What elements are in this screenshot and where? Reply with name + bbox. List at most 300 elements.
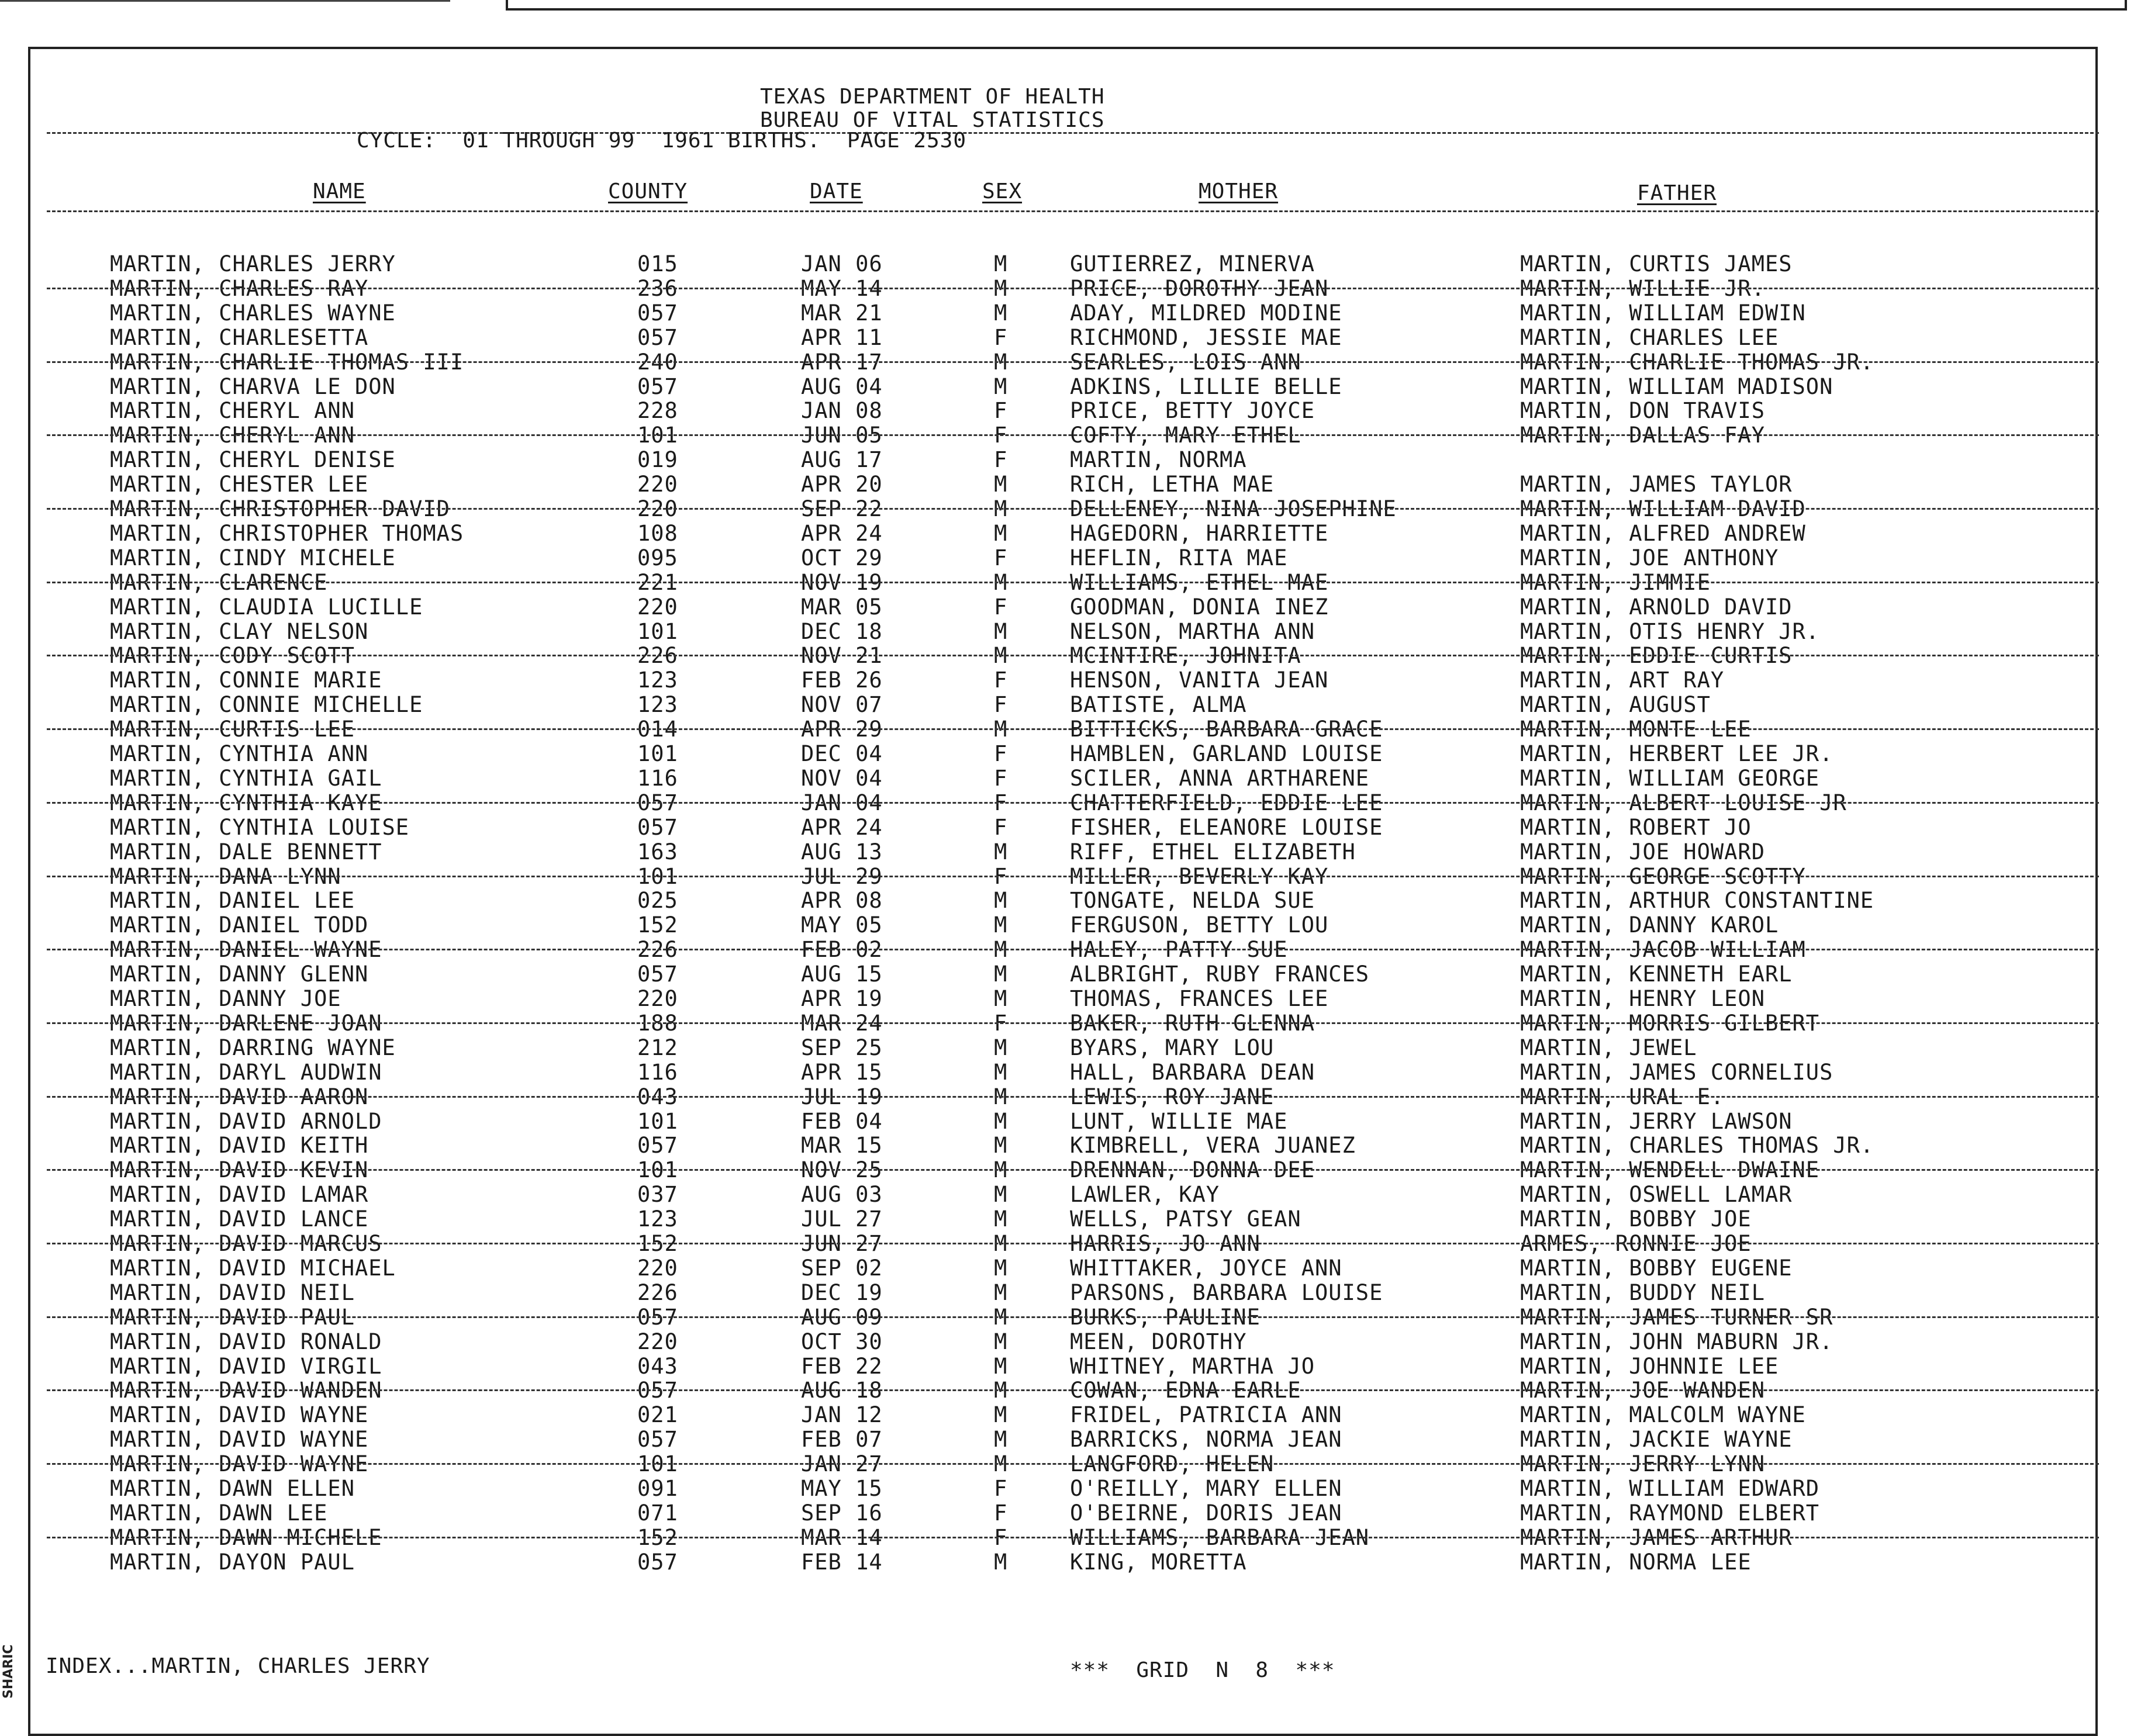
cell-county: 236 <box>637 275 678 301</box>
cell-father: MARTIN, EDDIE CURTIS <box>1520 643 1793 669</box>
cell-father: MARTIN, BUDDY NEIL <box>1520 1279 1765 1305</box>
cell-sex: F <box>994 765 1008 791</box>
cell-sex: M <box>994 1059 1008 1085</box>
cell-sex: M <box>994 1206 1008 1232</box>
cell-mother: ADKINS, LILLIE BELLE <box>1070 374 1342 399</box>
cell-sex: M <box>994 1549 1008 1575</box>
cell-father: MARTIN, JOE HOWARD <box>1520 839 1765 864</box>
cell-date: FEB 26 <box>801 668 883 693</box>
cell-father: MARTIN, GEORGE SCOTTY <box>1520 863 1806 889</box>
cell-sex: M <box>994 1084 1008 1109</box>
cell-name: MARTIN, CURTIS LEE <box>110 717 355 742</box>
cell-county: 101 <box>637 1108 678 1134</box>
cell-name: MARTIN, CHARLES RAY <box>110 275 369 301</box>
table-row <box>0 1500 2134 1525</box>
cell-mother: WHITTAKER, JOYCE ANN <box>1070 1255 1342 1281</box>
cell-mother: BARRICKS, NORMA JEAN <box>1070 1427 1342 1453</box>
side-stamp-label: SHARIC <box>1 1644 16 1699</box>
cell-father: MARTIN, ARTHUR CONSTANTINE <box>1520 888 1874 914</box>
table-row <box>0 570 2134 594</box>
cell-mother: MARTIN, NORMA <box>1070 447 1247 473</box>
cell-father: MARTIN, CHARLIE THOMAS JR. <box>1520 349 1874 375</box>
cell-name: MARTIN, DAYON PAUL <box>110 1549 355 1575</box>
cell-date: FEB 04 <box>801 1108 883 1134</box>
cell-mother: COFTY, MARY ETHEL <box>1070 423 1301 448</box>
cell-county: 101 <box>637 863 678 889</box>
cell-mother: ADAY, MILDRED MODINE <box>1070 300 1342 326</box>
header-divider <box>47 132 2099 134</box>
table-row <box>0 864 2134 888</box>
table-row <box>0 276 2134 300</box>
table-row <box>0 1256 2134 1280</box>
cell-father: MARTIN, OTIS HENRY JR. <box>1520 618 1820 644</box>
cell-county: 057 <box>637 1304 678 1330</box>
cell-mother: FRIDEL, PATRICIA ANN <box>1070 1402 1342 1428</box>
cell-sex: F <box>994 545 1008 570</box>
table-row <box>0 839 2134 864</box>
cell-date: MAR 15 <box>801 1133 883 1159</box>
cell-mother: SEARLES, LOIS ANN <box>1070 349 1301 375</box>
table-row <box>0 1084 2134 1109</box>
cell-county: 220 <box>637 496 678 521</box>
cell-county: 226 <box>637 643 678 669</box>
cell-date: JUN 05 <box>801 423 883 448</box>
cell-date: DEC 18 <box>801 618 883 644</box>
cell-mother: PRICE, DOROTHY JEAN <box>1070 275 1329 301</box>
table-row <box>0 643 2134 668</box>
cell-name: MARTIN, DANIEL WAYNE <box>110 937 382 963</box>
cell-sex: M <box>994 1378 1008 1403</box>
cell-county: 057 <box>637 1427 678 1453</box>
cell-date: NOV 19 <box>801 569 883 595</box>
cell-date: APR 08 <box>801 888 883 914</box>
cell-sex: F <box>994 1476 1008 1501</box>
cell-mother: COWAN, EDNA EARLE <box>1070 1378 1301 1403</box>
cell-date: MAY 14 <box>801 275 883 301</box>
cell-date: FEB 07 <box>801 1427 883 1453</box>
cell-date: JAN 06 <box>801 251 883 276</box>
cell-name: MARTIN, CODY SCOTT <box>110 643 355 669</box>
cell-mother: ALBRIGHT, RUBY FRANCES <box>1070 962 1370 987</box>
column-header-name: NAME <box>313 179 366 203</box>
cell-name: MARTIN, DAVID WAYNE <box>110 1451 369 1477</box>
cell-father: MARTIN, JAMES TAYLOR <box>1520 472 1793 497</box>
cell-father: MARTIN, JOE WANDEN <box>1520 1378 1765 1403</box>
cell-sex: M <box>994 888 1008 914</box>
cell-name: MARTIN, DARYL AUDWIN <box>110 1059 382 1085</box>
cell-name: MARTIN, CHARLES JERRY <box>110 251 396 276</box>
table-row <box>0 790 2134 815</box>
cell-mother: MEEN, DOROTHY <box>1070 1329 1247 1354</box>
cell-date: APR 24 <box>801 814 883 840</box>
table-row <box>0 1525 2134 1550</box>
cell-county: 057 <box>637 374 678 399</box>
cell-name: MARTIN, DANNY JOE <box>110 986 341 1011</box>
table-row <box>0 398 2134 423</box>
cell-mother: KIMBRELL, VERA JUANEZ <box>1070 1133 1356 1159</box>
cell-county: 057 <box>637 1549 678 1575</box>
cell-mother: HARRIS, JO ANN <box>1070 1231 1261 1256</box>
column-header-sex: SEX <box>982 179 1023 203</box>
table-row <box>0 1182 2134 1206</box>
cell-father: MARTIN, JACOB WILLIAM <box>1520 937 1806 963</box>
cell-sex: M <box>994 962 1008 987</box>
cell-sex: F <box>994 814 1008 840</box>
cell-county: 057 <box>637 324 678 350</box>
cell-sex: M <box>994 717 1008 742</box>
cell-father: MARTIN, MALCOLM WAYNE <box>1520 1402 1806 1428</box>
column-header-father: FATHER <box>1637 181 1717 205</box>
table-row <box>0 1451 2134 1476</box>
cell-county: 123 <box>637 692 678 718</box>
cell-sex: F <box>994 1524 1008 1550</box>
cell-county: 043 <box>637 1084 678 1109</box>
table-row <box>0 1305 2134 1329</box>
cell-date: AUG 13 <box>801 839 883 864</box>
cell-sex: M <box>994 251 1008 276</box>
cell-father: MARTIN, CURTIS JAMES <box>1520 251 1793 276</box>
cell-name: MARTIN, DAWN ELLEN <box>110 1476 355 1501</box>
cell-mother: GOODMAN, DONIA INEZ <box>1070 594 1329 620</box>
cell-county: 123 <box>637 668 678 693</box>
cell-father: MARTIN, JEWEL <box>1520 1035 1697 1060</box>
cell-father: ARMES, RONNIE JOE <box>1520 1231 1752 1256</box>
column-header-county: COUNTY <box>608 179 688 203</box>
cell-county: 057 <box>637 962 678 987</box>
cell-county: 091 <box>637 1476 678 1501</box>
cell-father: MARTIN, OSWELL LAMAR <box>1520 1182 1793 1208</box>
cell-mother: NELSON, MARTHA ANN <box>1070 618 1315 644</box>
cell-county: 228 <box>637 398 678 424</box>
cell-father: MARTIN, JACKIE WAYNE <box>1520 1427 1793 1453</box>
cell-name: MARTIN, DAVID VIRGIL <box>110 1353 382 1379</box>
cell-father: MARTIN, WENDELL DWAINE <box>1520 1157 1820 1183</box>
table-row <box>0 1402 2134 1427</box>
cell-mother: FERGUSON, BETTY LOU <box>1070 912 1329 938</box>
cell-father: MARTIN, JAMES CORNELIUS <box>1520 1059 1833 1085</box>
table-row <box>0 423 2134 447</box>
cell-father: MARTIN, WILLIE JR. <box>1520 275 1765 301</box>
cell-sex: M <box>994 1157 1008 1183</box>
cell-mother: CHATTERFIELD, EDDIE LEE <box>1070 790 1383 815</box>
cell-father: MARTIN, CHARLES LEE <box>1520 324 1779 350</box>
cell-sex: M <box>994 1182 1008 1208</box>
cell-father: MARTIN, JAMES ARTHUR <box>1520 1524 1793 1550</box>
cell-name: MARTIN, DAVID NEIL <box>110 1279 355 1305</box>
table-row <box>0 1157 2134 1182</box>
cell-county: 220 <box>637 594 678 620</box>
table-row <box>0 251 2134 276</box>
cell-county: 057 <box>637 790 678 815</box>
cell-county: 152 <box>637 1231 678 1256</box>
header-department: TEXAS DEPARTMENT OF HEALTH <box>760 85 1105 109</box>
cell-name: MARTIN, DANNY GLENN <box>110 962 369 987</box>
cell-sex: M <box>994 1108 1008 1134</box>
column-header-divider <box>47 210 2099 212</box>
cell-sex: M <box>994 643 1008 669</box>
cell-date: MAY 15 <box>801 1476 883 1501</box>
cell-name: MARTIN, CHERYL DENISE <box>110 447 396 473</box>
cell-father: MARTIN, WILLIAM GEORGE <box>1520 765 1820 791</box>
cell-sex: M <box>994 1255 1008 1281</box>
column-header-date: DATE <box>810 179 863 203</box>
cell-mother: FISHER, ELEANORE LOUISE <box>1070 814 1383 840</box>
cell-county: 057 <box>637 300 678 326</box>
cell-sex: M <box>994 520 1008 546</box>
cell-name: MARTIN, CHARLES WAYNE <box>110 300 396 326</box>
table-row <box>0 1060 2134 1084</box>
table-row <box>0 1476 2134 1500</box>
cell-sex: F <box>994 741 1008 766</box>
cell-name: MARTIN, CLARENCE <box>110 569 328 595</box>
cell-name: MARTIN, DAVID KEVIN <box>110 1157 369 1183</box>
cell-date: JUN 27 <box>801 1231 883 1256</box>
cell-county: 101 <box>637 741 678 766</box>
header-cycle: CYCLE: 01 THROUGH 99 1961 BIRTHS. PAGE 2530 <box>357 129 966 153</box>
cell-mother: BURKS, PAULINE <box>1070 1304 1261 1330</box>
cell-name: MARTIN, DAVID ARNOLD <box>110 1108 382 1134</box>
cell-name: MARTIN, DAVID PAUL <box>110 1304 355 1330</box>
cell-sex: F <box>994 594 1008 620</box>
cell-mother: LEWIS, ROY JANE <box>1070 1084 1275 1109</box>
cell-mother: KING, MORETTA <box>1070 1549 1247 1575</box>
cell-father: MARTIN, JOHN MABURN JR. <box>1520 1329 1833 1354</box>
cell-sex: M <box>994 1231 1008 1256</box>
cell-county: 152 <box>637 1524 678 1550</box>
cell-date: OCT 30 <box>801 1329 883 1354</box>
cell-sex: M <box>994 912 1008 938</box>
cell-county: 116 <box>637 1059 678 1085</box>
cell-mother: THOMAS, FRANCES LEE <box>1070 986 1329 1011</box>
cell-name: MARTIN, CHARLIE THOMAS III <box>110 349 464 375</box>
cell-mother: WELLS, PATSY GEAN <box>1070 1206 1301 1232</box>
table-row <box>0 325 2134 350</box>
cell-date: NOV 25 <box>801 1157 883 1183</box>
cell-name: MARTIN, CHESTER LEE <box>110 472 369 497</box>
cell-county: 226 <box>637 1279 678 1305</box>
cell-sex: M <box>994 1035 1008 1060</box>
cell-father: MARTIN, WILLIAM DAVID <box>1520 496 1806 521</box>
cell-sex: F <box>994 668 1008 693</box>
cell-father: MARTIN, NORMA LEE <box>1520 1549 1752 1575</box>
cell-name: MARTIN, DAVID MARCUS <box>110 1231 382 1256</box>
cell-father: MARTIN, URAL E. <box>1520 1084 1725 1109</box>
cell-mother: LANGFORD, HELEN <box>1070 1451 1275 1477</box>
table-row <box>0 741 2134 766</box>
cell-sex: F <box>994 1500 1008 1526</box>
cell-date: APR 19 <box>801 986 883 1011</box>
cell-father: MARTIN, DALLAS FAY <box>1520 423 1765 448</box>
cell-name: MARTIN, DAVID AARON <box>110 1084 369 1109</box>
cell-county: 095 <box>637 545 678 570</box>
cell-county: 123 <box>637 1206 678 1232</box>
cell-name: MARTIN, DAVID RONALD <box>110 1329 382 1354</box>
table-row <box>0 496 2134 521</box>
cell-name: MARTIN, DAVID LANCE <box>110 1206 369 1232</box>
cell-mother: BATISTE, ALMA <box>1070 692 1247 718</box>
cell-date: AUG 03 <box>801 1182 883 1208</box>
cell-father: MARTIN, JOHNNIE LEE <box>1520 1353 1779 1379</box>
cell-sex: M <box>994 472 1008 497</box>
cell-father: MARTIN, WILLIAM EDWIN <box>1520 300 1806 326</box>
cell-mother: HALEY, PATTY SUE <box>1070 937 1288 963</box>
table-row <box>0 521 2134 545</box>
cell-county: 212 <box>637 1035 678 1060</box>
table-row <box>0 888 2134 912</box>
table-row <box>0 594 2134 619</box>
table-row <box>0 1280 2134 1305</box>
cell-date: AUG 04 <box>801 374 883 399</box>
cell-mother: RIFF, ETHEL ELIZABETH <box>1070 839 1356 864</box>
cell-name: MARTIN, CHARVA LE DON <box>110 374 396 399</box>
cell-county: 101 <box>637 618 678 644</box>
cell-mother: HEFLIN, RITA MAE <box>1070 545 1288 570</box>
cell-name: MARTIN, DALE BENNETT <box>110 839 382 864</box>
top-edge-box <box>506 0 2127 11</box>
cell-name: MARTIN, CYNTHIA LOUISE <box>110 814 410 840</box>
table-row <box>0 1035 2134 1060</box>
cell-date: AUG 09 <box>801 1304 883 1330</box>
cell-name: MARTIN, CYNTHIA GAIL <box>110 765 382 791</box>
cell-sex: F <box>994 324 1008 350</box>
cell-mother: O'REILLY, MARY ELLEN <box>1070 1476 1342 1501</box>
cell-mother: BAKER, RUTH GLENNA <box>1070 1010 1315 1036</box>
cell-sex: M <box>994 986 1008 1011</box>
cell-sex: M <box>994 300 1008 326</box>
table-row <box>0 937 2134 962</box>
cell-date: MAY 05 <box>801 912 883 938</box>
table-row <box>0 1231 2134 1256</box>
cell-father: MARTIN, JIMMIE <box>1520 569 1711 595</box>
cell-sex: M <box>994 275 1008 301</box>
cell-county: 014 <box>637 717 678 742</box>
cell-mother: RICHMOND, JESSIE MAE <box>1070 324 1342 350</box>
cell-date: SEP 16 <box>801 1500 883 1526</box>
cell-date: DEC 04 <box>801 741 883 766</box>
table-row <box>0 619 2134 644</box>
cell-sex: M <box>994 349 1008 375</box>
cell-county: 220 <box>637 1255 678 1281</box>
cell-name: MARTIN, DARLENE JOAN <box>110 1010 382 1036</box>
cell-mother: HENSON, VANITA JEAN <box>1070 668 1329 693</box>
cell-sex: F <box>994 790 1008 815</box>
cell-sex: M <box>994 496 1008 521</box>
table-row <box>0 692 2134 717</box>
cell-date: FEB 14 <box>801 1549 883 1575</box>
cell-name: MARTIN, DARRING WAYNE <box>110 1035 396 1060</box>
cell-date: MAR 21 <box>801 300 883 326</box>
cell-sex: M <box>994 1353 1008 1379</box>
table-row <box>0 374 2134 399</box>
cell-father: MARTIN, HENRY LEON <box>1520 986 1765 1011</box>
cell-county: 057 <box>637 1378 678 1403</box>
cell-date: APR 20 <box>801 472 883 497</box>
table-row <box>0 1329 2134 1354</box>
cell-sex: M <box>994 1279 1008 1305</box>
cell-name: MARTIN, CHRISTOPHER DAVID <box>110 496 450 521</box>
cell-county: 163 <box>637 839 678 864</box>
cell-mother: BYARS, MARY LOU <box>1070 1035 1275 1060</box>
table-row <box>0 766 2134 790</box>
cell-father: MARTIN, DON TRAVIS <box>1520 398 1765 424</box>
cell-date: JUL 27 <box>801 1206 883 1232</box>
table-row <box>0 300 2134 325</box>
cell-sex: M <box>994 1304 1008 1330</box>
cell-name: MARTIN, CHERYL ANN <box>110 398 355 424</box>
table-row <box>0 545 2134 570</box>
cell-name: MARTIN, DAVID LAMAR <box>110 1182 369 1208</box>
header-bureau: BUREAU OF VITAL STATISTICS <box>760 108 1105 132</box>
cell-date: OCT 29 <box>801 545 883 570</box>
cell-date: JAN 04 <box>801 790 883 815</box>
cell-father: MARTIN, ROBERT JO <box>1520 814 1752 840</box>
cell-county: 220 <box>637 1329 678 1354</box>
cell-date: SEP 25 <box>801 1035 883 1060</box>
cell-sex: F <box>994 1010 1008 1036</box>
cell-mother: PRICE, BETTY JOYCE <box>1070 398 1315 424</box>
cell-name: MARTIN, CONNIE MARIE <box>110 668 382 693</box>
cell-date: NOV 04 <box>801 765 883 791</box>
table-row <box>0 447 2134 472</box>
cell-sex: M <box>994 1427 1008 1453</box>
cell-date: AUG 17 <box>801 447 883 473</box>
cell-county: 025 <box>637 888 678 914</box>
cell-father: MARTIN, ALBERT LOUISE JR <box>1520 790 1847 815</box>
cell-mother: WILLIAMS, ETHEL MAE <box>1070 569 1329 595</box>
cell-county: 240 <box>637 349 678 375</box>
cell-sex: M <box>994 1402 1008 1428</box>
cell-county: 152 <box>637 912 678 938</box>
cell-sex: M <box>994 1133 1008 1159</box>
cell-name: MARTIN, CHRISTOPHER THOMAS <box>110 520 464 546</box>
cell-mother: TONGATE, NELDA SUE <box>1070 888 1315 914</box>
cell-mother: SCILER, ANNA ARTHARENE <box>1070 765 1370 791</box>
table-row <box>0 815 2134 839</box>
cell-name: MARTIN, DANIEL LEE <box>110 888 355 914</box>
cell-father: MARTIN, RAYMOND ELBERT <box>1520 1500 1820 1526</box>
cell-name: MARTIN, DAVID WAYNE <box>110 1427 369 1453</box>
cell-county: 221 <box>637 569 678 595</box>
table-row <box>0 1011 2134 1035</box>
column-header-mother: MOTHER <box>1199 179 1279 203</box>
cell-date: JAN 27 <box>801 1451 883 1477</box>
cell-sex: M <box>994 618 1008 644</box>
cell-father: MARTIN, WILLIAM MADISON <box>1520 374 1833 399</box>
cell-date: SEP 02 <box>801 1255 883 1281</box>
cell-sex: M <box>994 1329 1008 1354</box>
cell-mother: MCINTIRE, JOHNITA <box>1070 643 1301 669</box>
table-row <box>0 1133 2134 1157</box>
cell-mother: BITTICKS, BARBARA GRACE <box>1070 717 1383 742</box>
cell-mother: MILLER, BEVERLY KAY <box>1070 863 1329 889</box>
cell-name: MARTIN, CYNTHIA ANN <box>110 741 369 766</box>
cell-county: 015 <box>637 251 678 276</box>
cell-mother: DELLENEY, NINA JOSEPHINE <box>1070 496 1397 521</box>
cell-date: AUG 18 <box>801 1378 883 1403</box>
cell-date: AUG 15 <box>801 962 883 987</box>
cell-date: NOV 07 <box>801 692 883 718</box>
cell-sex: F <box>994 692 1008 718</box>
cell-date: APR 29 <box>801 717 883 742</box>
table-row <box>0 350 2134 374</box>
table-row <box>0 717 2134 741</box>
cell-mother: HALL, BARBARA DEAN <box>1070 1059 1315 1085</box>
cell-county: 057 <box>637 814 678 840</box>
cell-name: MARTIN, CONNIE MICHELLE <box>110 692 423 718</box>
cell-sex: M <box>994 937 1008 963</box>
cell-name: MARTIN, DAVID WANDEN <box>110 1378 382 1403</box>
cell-date: SEP 22 <box>801 496 883 521</box>
